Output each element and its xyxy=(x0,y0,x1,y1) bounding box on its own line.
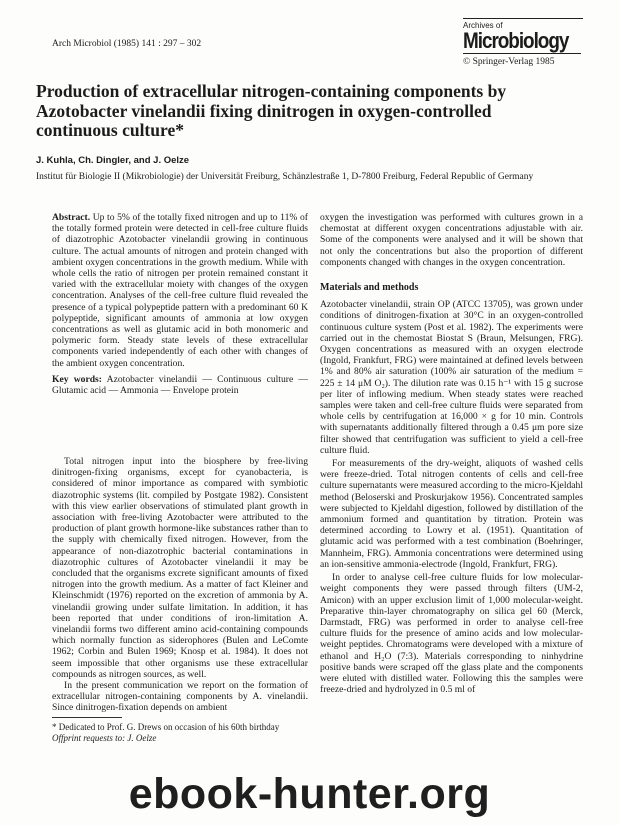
journal-reference: Arch Microbiol (1985) 141 : 297 – 302 xyxy=(52,39,202,49)
methods-paragraph-1: Azotobacter vinelandii, strain OP (ATCC 13705), was grown under conditions of dinitrogen-fixation at 30°C in an oxygen-controlled continuous culture system (Post et al. 1982). The experiments were carried out in the chemostat Biostat S (Braun, Melsungen, FRG). Oxygen concentrations as measured with an oxygen electrode (Ingold, Frankfurt, FRG) were maintained at defined levels between 1% and 80% air saturation (100% air saturation of the medium = 225 ± 14 μM O₂). The dilution rate was 0.15 h⁻¹ with 15 g sucrose per liter of inflowing medium. When steady states were reached samples were taken and cell-free culture fluids were separated from whole cells by centrifugation at 16,000 × g for 10 min. Controls with supernatants additionally filtered through a 0.45 μm pore size filter showed that centrifugation was sufficient to yield a cell-free culture fluid. xyxy=(320,299,583,456)
footnote-divider xyxy=(52,717,122,718)
abstract xyxy=(52,212,308,396)
author-affiliation: Institut für Biologie II (Mikrobiologie) der Universität Freiburg, Schänzlestraße 1, D-7800 Freiburg, Federal Republic of Germany xyxy=(36,172,534,182)
logo-archives-of: Archives of xyxy=(463,18,583,30)
article-title: Production of extracellular nitrogen-containing components by Azotobacter vinelandii fixing dinitrogen in oxygen-controlled continuous culture* xyxy=(36,81,507,140)
abstract-label: Abstract. xyxy=(52,212,91,223)
methods-paragraph-2: For measurements of the dry-weight, aliquots of washed cells were freeze-dried. Total nitrogen contents of cells and cell-free culture supernatants were measured according to the micro-Kjeldahl method (Beloserski and Proskurjakow 1956). Concentrated samples were subjected to Kjeldahl digestion, followed by distillation of the ammonium formed and quantitation by titration. Protein was determined according to Lowry et al. (1951). Quantitation of glutamic acid was performed with a test combination (Boehringer, Mannheim, FRG). Ammonia concentrations were determined using an ion-sensitive ammonia-electrode (Ingold, Frankfurt, FRG). xyxy=(320,458,583,570)
intro-paragraph-1: Total nitrogen input into the biosphere by free-living dinitrogen-fixing organisms, except for cyanobacteria, is considered of minor importance as compared with symbiotic diazotrophic systems (lit. compiled by Postgate 1982). Consistent with this view earlier observations of stimulated plant growth in association with free-living Azotobacter were attributed to the production of plant growth hormone-like substances rather than to the supply with chemically fixed nitrogen. However, from the appearance of non-diazotrophic bacterial contaminations in diazotrophic cultures of Azotobacter vinelandii it may be concluded that the organisms excrete significant amounts of fixed nitrogen into the growth medium. As a matter of fact Kleiner and Kleinschmidt (1976) reported on the excretion of ammonia by A. vinelandii growing under sulfate limitation. In addition, it has been reported that under conditions of iron-limitation A. vinelandii forms two different amino acid-containing compounds which normally function as siderophores (Bulen and LeComte 1962; Corbin and Bulen 1969; Knosp et al. 1984). It does not seem impossible that other organisms use these extracellular compounds as nitrogen sources, as well. xyxy=(52,456,308,680)
author-list: J. Kuhla, Ch. Dingler, and J. Oelze xyxy=(36,155,190,166)
watermark: ebook-hunter.org xyxy=(128,770,491,818)
logo-wordmark: Microbiology xyxy=(463,28,569,53)
intro-paragraph-2: In the present communication we report on the formation of extracellular nitrogen-containing components by A. vinelandii. Since dinitrogen-fixation depends on ambient xyxy=(52,680,308,714)
keywords-text: Azotobacter vinelandii — Continuous culture — Glutamic acid — Ammonia — Envelope protein xyxy=(52,373,309,397)
footnote-dedication: * Dedicated to Prof. G. Drews on occasion of his 60th birthday xyxy=(52,722,280,732)
methods-heading: Materials and methods xyxy=(320,282,419,294)
keywords-label: Key words: xyxy=(52,373,102,385)
introduction xyxy=(52,456,308,714)
footnote-offprint: Offprint requests to: J. Oelze xyxy=(52,732,157,743)
abstract-text: Up to 5% of the totally fixed nitrogen and up to 11% of the totally formed protein were detected in cell-free culture fluids of diazotrophic Azotobacter vinelandii growing in continuous culture. The actual amounts of nitrogen and protein changed with ambient oxygen concentrations in the growth medium. While with whole cells the ratio of nitrogen per protein remained constant it varied with the extracellular moiety with changes of the oxygen concentration. Analyses of the cell-free culture fluid revealed the presence of a typical polypeptide pattern with a predominant 60 K polypeptide, significant amounts of ammonia at low oxygen concentrations as well as glutamic acid in both monomeric and polymeric form. Steady state levels of these extracellular components varied independently of each other with changes of the ambient oxygen concentration. xyxy=(52,212,308,369)
right-column xyxy=(320,212,583,695)
journal-logo xyxy=(463,18,583,67)
copyright-notice: © Springer-Verlag 1985 xyxy=(463,57,555,67)
logo-divider xyxy=(463,53,581,54)
intro-continuation: oxygen the investigation was performed with cultures grown in a chemostat at different oxygen concentrations adjustable with air. Some of the components were analysed and it will be shown that not only the concentrations but also the proportion of different components changed with changes in the oxygen concentration. xyxy=(320,212,583,268)
methods-paragraph-3: In order to analyse cell-free culture fluids for low molecular-weight components they were passed through filters (UM-2, Amicon) with an upper exclusion limit of 1,000 molecular-weight. Preparative thin-layer chromatography on silica gel 60 (Merck, Darmstadt, FRG) was performed in order to analyse cell-free culture fluids for the presence of amino acids and low molecular-weight peptides. Chromatograms were developed with a mixture of ethanol and H₂O (7:3). Materials corresponding to ninhydrine positive bands were scraped off the glass plate and the components were eluted with distilled water. Following this the samples were freeze-dried and hydrolyzed in 0.5 ml of xyxy=(320,572,583,696)
footnotes xyxy=(52,722,308,743)
